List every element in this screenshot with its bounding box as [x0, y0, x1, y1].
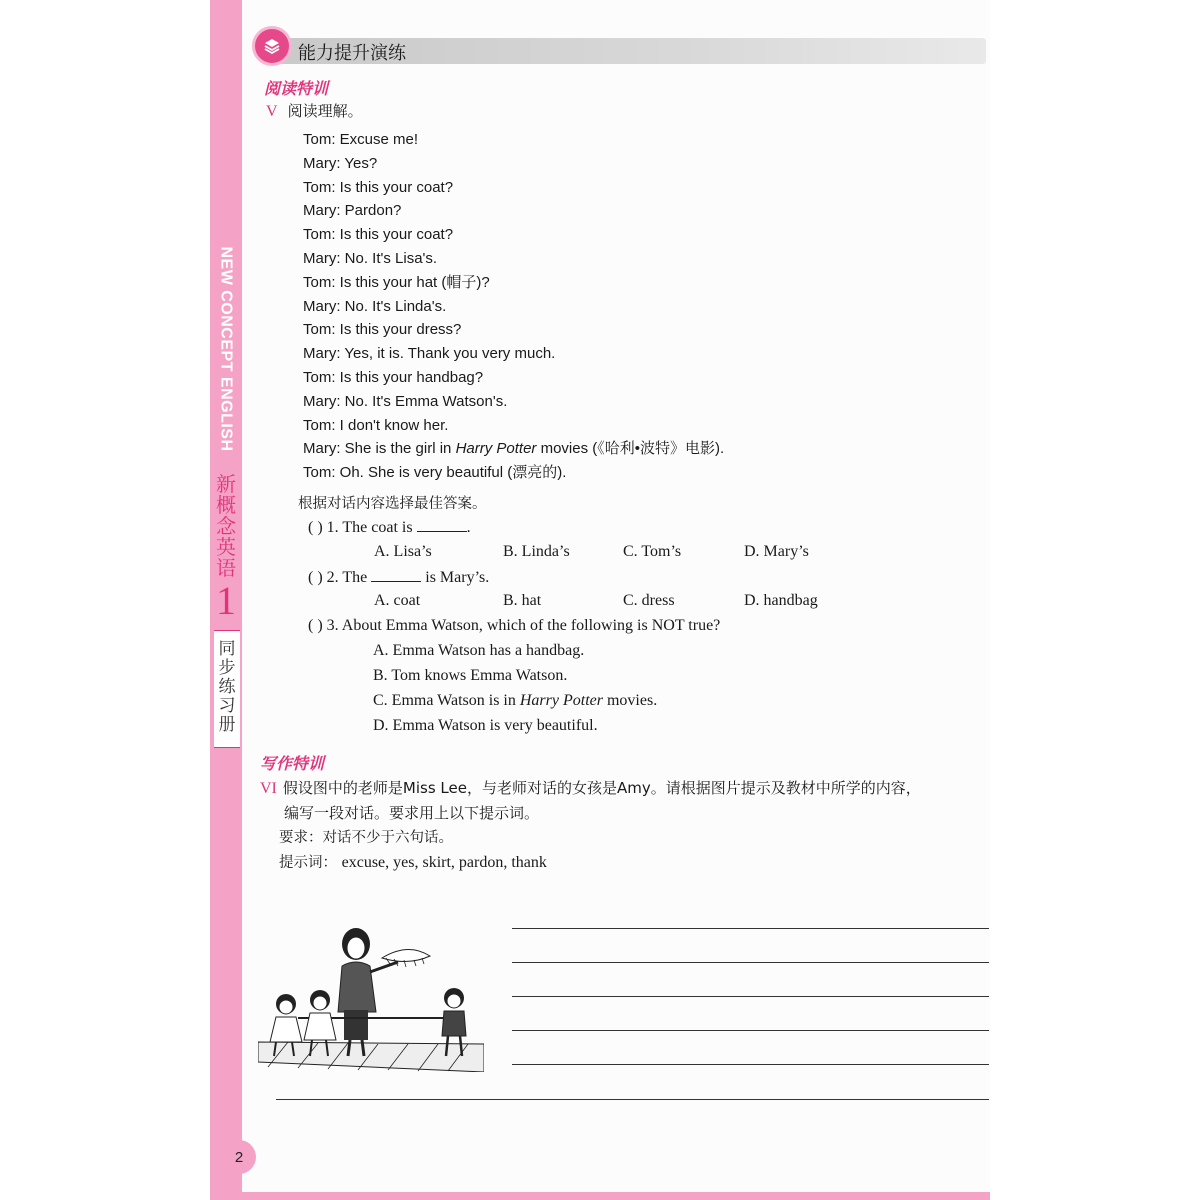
dialog-line: Mary: Yes?: [303, 154, 378, 172]
option-a: A. Lisa’s: [374, 543, 432, 560]
writing-line[interactable]: [512, 962, 989, 963]
option-d: D. handbag: [744, 592, 818, 609]
writing-prompt: [260, 776, 990, 826]
spine-subtitle-box: [214, 630, 240, 748]
option-c: C. dress: [623, 592, 675, 609]
dialog-line: Tom: Is this your hat (帽子)?: [303, 273, 490, 291]
dialog-line: Mary: No. It's Linda's.: [303, 297, 447, 315]
reading-dialog: [303, 128, 724, 485]
reading-label-text: 阅读理解。: [287, 102, 363, 120]
writing-requirement: 要求：对话不少于六句话。: [279, 830, 453, 846]
answer-paren[interactable]: ( ): [308, 569, 323, 586]
roman-numeral-v: V: [266, 103, 278, 120]
spine-chinese-title: [214, 474, 238, 621]
option-a: A. Emma Watson has a handbag.: [373, 642, 585, 659]
dialog-line: Mary: Pardon?: [303, 202, 402, 220]
option-d: D. Emma Watson is very beautiful.: [373, 717, 598, 734]
stack-icon: [252, 26, 292, 66]
question-stem-end: is Mary’s.: [425, 569, 490, 586]
dialog-line: Tom: Is this your handbag?: [303, 368, 484, 386]
question-1: [308, 517, 471, 537]
option-d: D. Mary’s: [744, 543, 809, 560]
spine-english-title: [214, 232, 238, 466]
reading-section-title: 阅读特训: [264, 79, 329, 98]
dialog-line: Mary: Yes, it is. Thank you very much.: [303, 345, 556, 363]
writing-line[interactable]: [276, 1099, 989, 1100]
option-b: B. Tom knows Emma Watson.: [373, 667, 568, 684]
question-stem: 3. About Emma Watson, which of the following is NOT true?: [326, 617, 721, 634]
answer-paren[interactable]: ( ): [308, 519, 323, 536]
option-a: A. coat: [374, 592, 421, 609]
reading-instruction: 根据对话内容选择最佳答案。: [298, 496, 487, 512]
option-c: C. Emma Watson is in Harry Potter movies.: [373, 692, 658, 709]
dialog-line: Tom: Is this your coat?: [303, 178, 454, 196]
writing-prompt-line-2: 编写一段对话。要求用上以下提示词。: [284, 804, 540, 822]
dialog-line: Tom: Is this your dress?: [303, 321, 462, 339]
answer-paren[interactable]: ( ): [308, 617, 323, 634]
question-stem: 1. The coat is: [326, 519, 413, 536]
bottom-band: [210, 1192, 990, 1200]
option-b: B. hat: [503, 592, 542, 609]
page-number: 2: [222, 1140, 256, 1174]
hint-label: 提示词：: [279, 855, 337, 871]
dialog-line: Mary: No. It's Emma Watson's.: [303, 392, 508, 410]
option-c: C. Tom’s: [623, 543, 682, 560]
answer-blank[interactable]: [371, 567, 421, 582]
teacher-children-illustration: [258, 922, 484, 1072]
question-stem-end: .: [466, 519, 471, 536]
dialog-line: Tom: I don't know her.: [303, 416, 449, 434]
dialog-line: Mary: She is the girl in Harry Potter movies (《哈利•波特》电影).: [303, 440, 725, 458]
writing-line[interactable]: [512, 996, 989, 997]
spine-volume-number: 1: [216, 578, 236, 623]
section-header: [252, 24, 988, 68]
writing-line[interactable]: [512, 1064, 989, 1065]
question-2: [308, 567, 489, 587]
writing-hints: [279, 851, 547, 872]
roman-numeral-vi: VI: [260, 780, 277, 797]
question-stem: 2. The: [326, 569, 368, 586]
writing-line[interactable]: [512, 1030, 989, 1031]
dialog-line: Mary: No. It's Lisa's.: [303, 249, 438, 267]
writing-prompt-line-1: 假设图中的老师是Miss Lee，与老师对话的女孩是Amy。请根据图片提示及教材中所学的内容，: [282, 779, 921, 797]
reading-question-label: [266, 100, 363, 121]
spine-chinese-text: 新 概 念 英 语: [216, 472, 236, 580]
dialog-line: Tom: Oh. She is very beautiful (漂亮的).: [303, 464, 567, 482]
dialog-line: Tom: Excuse me!: [303, 131, 419, 148]
dialog-line: Tom: Is this your coat?: [303, 226, 454, 244]
hint-words: excuse, yes, skirt, pardon, thank: [341, 854, 547, 871]
spine-english-text: NEW CONCEPT ENGLISH: [218, 246, 235, 452]
writing-section-title: 写作特训: [260, 754, 325, 773]
question-3: [308, 617, 720, 635]
option-b: B. Linda’s: [503, 543, 570, 560]
spine-subtitle-text: 同 步 练 习 册: [218, 639, 236, 734]
header-title: 能力提升演练: [298, 43, 406, 64]
writing-line[interactable]: [512, 928, 989, 929]
answer-blank[interactable]: [417, 517, 467, 532]
